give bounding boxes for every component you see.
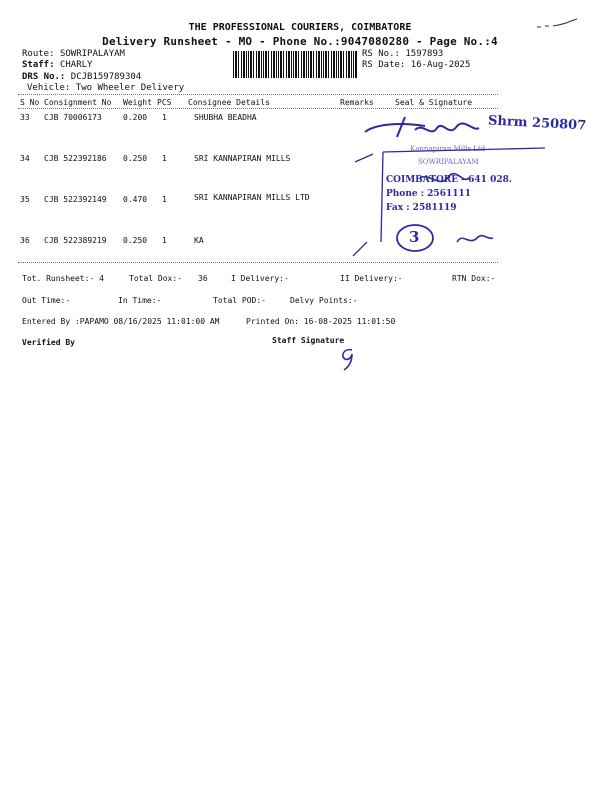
staff-signature-mark xyxy=(336,346,358,372)
handwritten-date: Shrm 250807 xyxy=(487,113,587,134)
cell-pcs: 1 xyxy=(162,154,167,163)
cell-sno: 35 xyxy=(20,195,30,204)
cell-consignment: CJB 522392186 xyxy=(44,154,107,163)
total-dox-value: 36 xyxy=(198,274,208,283)
drs-value: DCJB159789304 xyxy=(70,72,142,82)
drs-row xyxy=(22,72,141,82)
cell-pcs: 1 xyxy=(162,195,167,204)
delivered-count: 3 xyxy=(409,228,420,246)
cell-weight: 0.250 xyxy=(123,154,148,163)
cell-consignee: SRI KANNAPIRAN MILLS LTD xyxy=(194,193,310,202)
col-header-pcs: PCS xyxy=(157,98,172,107)
vehicle-label: Vehicle: xyxy=(27,83,71,93)
ii-delivery: II Delivery:- xyxy=(340,274,403,283)
rs-date-label: RS Date: xyxy=(362,60,406,70)
vehicle-row xyxy=(27,83,184,93)
printed-on: Printed On: 16-08-2025 11:01:50 xyxy=(246,317,396,326)
stamp-line-3: COIMBATORE - 641 028. xyxy=(386,175,512,185)
col-header-sno: S No xyxy=(20,98,40,107)
stamp-line-5: Fax : 2581119 xyxy=(386,203,457,213)
cell-pcs: 1 xyxy=(162,113,167,122)
cell-sno: 36 xyxy=(20,236,30,245)
cell-consignment: CJB 522389219 xyxy=(44,236,107,245)
route-label: Route: xyxy=(22,49,55,59)
cell-consignee: KA xyxy=(194,236,204,245)
col-header-consignee: Consignee Details xyxy=(188,98,270,107)
in-time: In Time:- xyxy=(118,296,162,305)
verified-by: Verified By xyxy=(22,338,75,347)
cell-consignee: SHUBHA BEADHA xyxy=(194,113,257,122)
cell-pcs: 1 xyxy=(162,236,167,245)
company-title: THE PROFESSIONAL COURIERS, COIMBATORE xyxy=(188,22,412,33)
barcode xyxy=(233,51,357,78)
cell-consignee: SRI KANNAPIRAN MILLS xyxy=(194,154,291,163)
runsheet-subtitle: Delivery Runsheet - MO - Phone No.:9047080280 - Page No.:4 xyxy=(102,35,498,48)
vehicle-value: Two Wheeler Delivery xyxy=(75,83,185,93)
rs-date-value: 16-Aug-2025 xyxy=(410,60,471,70)
entered-by: Entered By :PAPAMO 08/16/2025 11:01:00 AM xyxy=(22,317,220,326)
cell-consignment: CJB 70006173 xyxy=(44,113,102,122)
route-value: SOWRIPALAYAM xyxy=(59,49,125,59)
cell-sno: 33 xyxy=(20,113,30,122)
staff-signature-label: Staff Signature xyxy=(272,336,345,345)
cell-sno: 34 xyxy=(20,154,30,163)
route-row xyxy=(22,49,125,59)
staff-row xyxy=(22,60,92,70)
stamp-line-4: Phone : 2561111 xyxy=(386,189,472,199)
rs-no-row xyxy=(362,49,443,59)
divider xyxy=(18,94,498,95)
stamp-line-2: SOWRIPALAYAM xyxy=(418,158,479,166)
rs-no-value: 1597893 xyxy=(405,49,444,59)
col-header-remarks: Remarks xyxy=(340,98,374,107)
divider xyxy=(18,108,498,109)
cell-weight: 0.250 xyxy=(123,236,148,245)
rs-no-label: RS No.: xyxy=(362,49,400,59)
staff-value: CHARLY xyxy=(59,60,93,70)
cell-weight: 0.200 xyxy=(123,113,148,122)
staff-label: Staff: xyxy=(22,60,55,70)
tot-runsheet: Tot. Runsheet:- 4 xyxy=(22,274,104,283)
divider xyxy=(18,262,498,263)
out-time: Out Time:- xyxy=(22,296,71,305)
i-delivery: I Delivery:- xyxy=(231,274,289,283)
stamp-line-1: Kannapiran Mills Ltd xyxy=(410,145,486,153)
col-header-consignment: Consignment No xyxy=(44,98,112,107)
delvy-points: Delvy Points:- xyxy=(290,296,358,305)
col-header-weight: Weight xyxy=(123,98,152,107)
total-pod: Total POD:- xyxy=(213,296,266,305)
drs-label: DRS No.: xyxy=(22,72,66,82)
cell-weight: 0.470 xyxy=(123,195,148,204)
rs-date-row xyxy=(362,60,470,70)
total-dox-label: Total Dox:- xyxy=(129,274,182,283)
rtn-dox: RTN Dox:- xyxy=(452,274,496,283)
cell-consignment: CJB 522392149 xyxy=(44,195,107,204)
col-header-seal-signature: Seal & Signature xyxy=(395,98,473,107)
